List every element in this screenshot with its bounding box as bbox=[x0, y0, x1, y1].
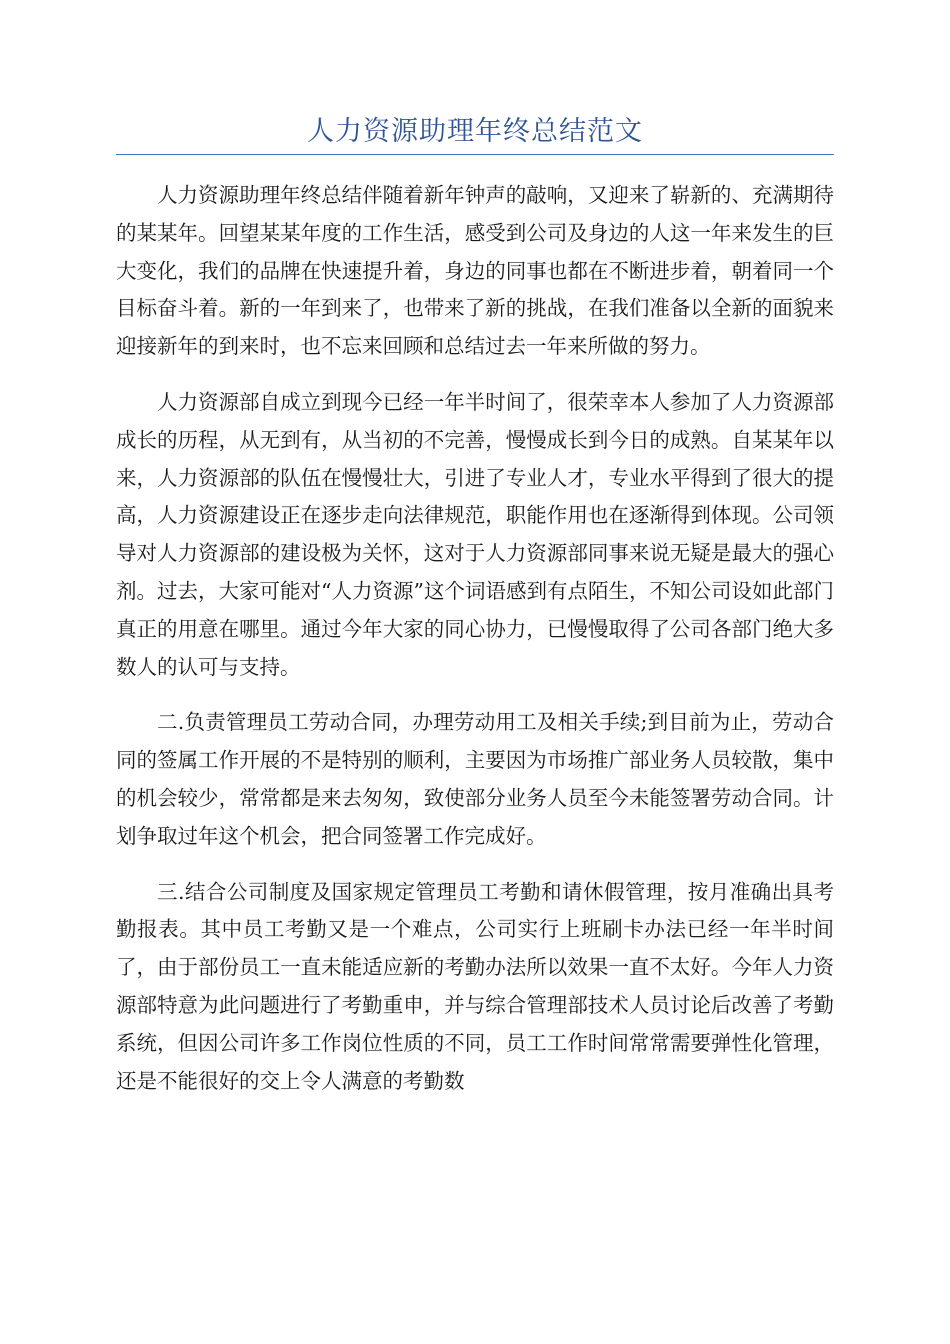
title-underline bbox=[116, 154, 834, 155]
paragraph-intro: 人力资源助理年终总结伴随着新年钟声的敲响，又迎来了崭新的、充满期待的某某年。回望某某年度的工作生活，感受到公司及身边的人这一年来发生的巨大变化，我们的品牌在快速提升着，身边的同事也都在不断进步着，朝着同一个目标奋斗着。新的一年到来了，也带来了新的挑战，在我们准备以全新的面貌来迎接新年的到来时，也不忘来回顾和总结过去一年来所做的努力。 bbox=[116, 183, 834, 359]
document-body bbox=[116, 177, 834, 1118]
document-title: 人力资源助理年终总结范文 bbox=[307, 116, 643, 147]
paragraph-hr-department: 人力资源部自成立到现今已经一年半时间了，很荣幸本人参加了人力资源部成长的历程，从无到有，从当初的不完善，慢慢成长到今日的成熟。自某某年以来，人力资源部的队伍在慢慢壮大，引进了专业人才，专业水平得到了很大的提高，人力资源建设正在逐步走向法律规范，职能作用也在逐渐得到体现。公司领导对人力资源部的建设极为关怀，这对于人力资源部同事来说无疑是最大的强心剂。过去，大家可能对“人力资源”这个词语感到有点陌生，不知公司设如此部门真正的用意在哪里。通过今年大家的同心协力，已慢慢取得了公司各部门绝大多数人的认可与支持。 bbox=[116, 389, 834, 679]
paragraph-attendance: 三.结合公司制度及国家规定管理员工考勤和请休假管理，按月准确出具考勤报表。其中员工考勤又是一个难点，公司实行上班刷卡办法已经一年半时间了，由于部份员工一直未能适应新的考勤办法所以效果一直不太好。今年人力资源部特意为此问题进行了考勤重申，并与综合管理部技术人员讨论后改善了考勤系统，但因公司许多工作岗位性质的不同，员工工作时间常常需要弹性化管理，还是不能很好的交上令人满意的考勤数 bbox=[116, 879, 834, 1093]
paragraph-labor-contracts: 二.负责管理员工劳动合同，办理劳动用工及相关手续;到目前为止，劳动合同的签属工作开展的不是特别的顺利，主要因为市场推广部业务人员较散，集中的机会较少，常常都是来去匆匆，致使部分业务人员至今未能签署劳动合同。计划争取过年这个机会，把合同签署工作完成好。 bbox=[116, 710, 834, 848]
